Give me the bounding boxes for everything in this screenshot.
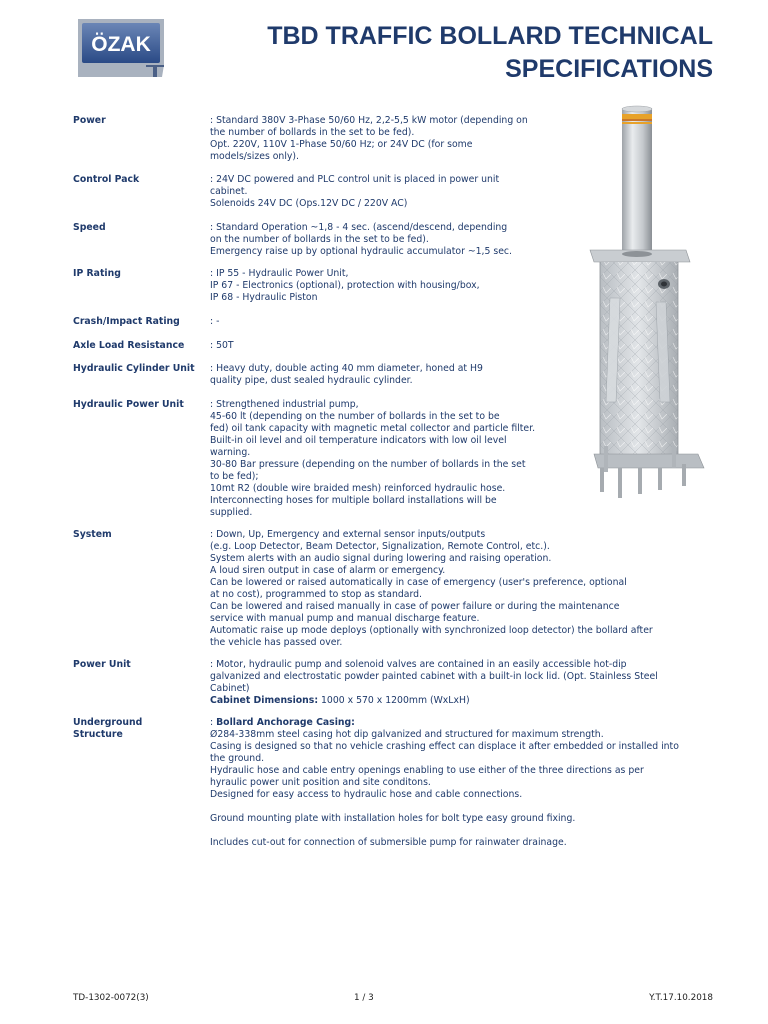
spec-line: : Down, Up, Emergency and external sensor inputs/outputs <box>210 529 486 540</box>
spec-line: the ground. <box>210 753 265 764</box>
spec-line: Emergency raise up by optional hydraulic accumulator ~1,5 sec. <box>210 246 513 257</box>
spec-line: (e.g. Loop Detector, Beam Detector, Signalization, Remote Control, etc.). <box>210 541 550 552</box>
spec-value <box>210 717 732 849</box>
spec-line: Solenoids 24V DC (Ops.12V DC / 220V AC) <box>210 198 408 209</box>
spec-line: Ground mounting plate with installation holes for bolt type easy ground fixing. <box>210 813 576 824</box>
spec-line: supplied. <box>210 507 253 518</box>
casing-heading <box>210 717 732 729</box>
title-line-1: TBD TRAFFIC BOLLARD TECHNICAL <box>267 22 713 50</box>
spec-label-line: Structure <box>73 729 123 740</box>
spec-line: 30-80 Bar pressure (depending on the number of bollards in the set <box>210 459 526 470</box>
spec-line: Ø284-338mm steel casing hot dip galvanized and structured for maximum strength. <box>210 729 604 740</box>
footer-doc-code: TD-1302-0072(3) <box>73 993 149 1003</box>
spec-line: Interconnecting hoses for multiple bollard installations will be <box>210 495 497 506</box>
casing-heading-prefix: : <box>210 717 217 728</box>
footer-page-number: 1 / 3 <box>354 993 374 1003</box>
spec-line: Casing is designed so that no vehicle crashing effect can displace it after embedded or installed into <box>210 741 679 752</box>
cabinet-dimensions <box>210 695 732 707</box>
spec-line: IP 68 - Hydraulic Piston <box>210 292 318 303</box>
spec-label: System <box>73 529 112 540</box>
spec-value <box>210 174 576 210</box>
cabinet-dimensions-label: Cabinet Dimensions: <box>210 695 319 706</box>
ozak-logo <box>72 17 170 79</box>
spec-label <box>73 717 209 741</box>
spec-line: hyraulic power unit position and site conditons. <box>210 777 431 788</box>
spec-value <box>210 222 576 258</box>
bollard-product-image <box>586 102 712 522</box>
spec-line: galvanized and electrostatic powder painted cabinet with a built-in lock lid. (Opt. Stainless Steel <box>210 671 658 682</box>
spec-line: A loud siren output in case of alarm or emergency. <box>210 565 446 576</box>
spec-line: on the number of bollards in the set to be fed). <box>210 234 429 245</box>
spec-label: Axle Load Resistance <box>73 340 185 351</box>
spec-label: Crash/Impact Rating <box>73 316 180 327</box>
spec-value <box>210 268 576 304</box>
spec-value: : 50T <box>210 340 234 351</box>
spec-value <box>210 115 576 163</box>
spec-line: System alerts with an audio signal during lowering and raising operation. <box>210 553 552 564</box>
spec-line: cabinet. <box>210 186 248 197</box>
footer-date: Y.T.17.10.2018 <box>649 993 713 1003</box>
page-title <box>193 20 713 86</box>
spec-line: Designed for easy access to hydraulic hose and cable connections. <box>210 789 523 800</box>
spec-value <box>210 399 576 519</box>
spec-label: Hydraulic Cylinder Unit <box>73 363 195 374</box>
cabinet-dimensions-value: 1000 x 570 x 1200mm (WxLxH) <box>318 695 470 706</box>
spec-label-line: Underground <box>73 717 143 728</box>
spec-line: Can be lowered and raised manually in case of power failure or during the maintenance <box>210 601 620 612</box>
title-line-2: SPECIFICATIONS <box>505 55 713 83</box>
spec-label: Power Unit <box>73 659 131 670</box>
spec-label: Power <box>73 115 106 126</box>
spec-line: Can be lowered or raised automatically in case of emergency (user's preference, optional <box>210 577 627 588</box>
spec-line: the number of bollards in the set to be fed). <box>210 127 415 138</box>
spec-line: Includes cut-out for connection of submersible pump for rainwater drainage. <box>210 837 567 848</box>
spec-line: IP 67 - Electronics (optional), protection with housing/box, <box>210 280 480 291</box>
spec-label: IP Rating <box>73 268 121 279</box>
spec-value: : - <box>210 316 220 327</box>
svg-text:ÖZAK: ÖZAK <box>91 33 151 56</box>
casing-heading-text: Bollard Anchorage Casing: <box>216 717 355 728</box>
spec-line: fed) oil tank capacity with magnetic metal collector and particle filter. <box>210 423 536 434</box>
spec-line: : Motor, hydraulic pump and solenoid valves are contained in an easily accessible hot-dip <box>210 659 627 670</box>
spec-line: : Strengthened industrial pump, <box>210 399 359 410</box>
spec-line: Opt. 220V, 110V 1-Phase 50/60 Hz; or 24V DC (for some <box>210 139 473 150</box>
spec-line: Built-in oil level and oil temperature indicators with low oil level <box>210 435 507 446</box>
spec-value <box>210 363 576 387</box>
spec-value <box>210 529 732 649</box>
spec-line: : Standard 380V 3-Phase 50/60 Hz, 2,2-5,5 kW motor (depending on <box>210 115 528 126</box>
spec-line: models/sizes only). <box>210 151 299 162</box>
spec-line: service with manual pump and manual discharge feature. <box>210 613 480 624</box>
spec-line: quality pipe, dust sealed hydraulic cylinder. <box>210 375 413 386</box>
spec-line: Hydraulic hose and cable entry openings enabling to use either of the three directions as per <box>210 765 644 776</box>
spec-line: to be fed); <box>210 471 259 482</box>
spec-label: Speed <box>73 222 106 233</box>
spec-line: : Standard Operation ~1,8 - 4 sec. (ascend/descend, depending <box>210 222 508 233</box>
spec-line: 45-60 lt (depending on the number of bollards in the set to be <box>210 411 500 422</box>
spec-line: Cabinet) <box>210 683 250 694</box>
spec-line: the vehicle has passed over. <box>210 637 343 648</box>
spec-line: : IP 55 - Hydraulic Power Unit, <box>210 268 349 279</box>
spec-line: : 24V DC powered and PLC control unit is placed in power unit <box>210 174 500 185</box>
spec-line: warning. <box>210 447 251 458</box>
spec-value <box>210 659 732 707</box>
spec-line: at no cost), programmed to stop as standard. <box>210 589 422 600</box>
spec-line: : Heavy duty, double acting 40 mm diameter, honed at H9 <box>210 363 483 374</box>
spec-label: Hydraulic Power Unit <box>73 399 184 410</box>
spec-line: Automatic raise up mode deploys (optionally with synchronized loop detector) the bollard after <box>210 625 653 636</box>
spec-label: Control Pack <box>73 174 140 185</box>
spec-line: 10mt R2 (double wire braided mesh) reinforced hydraulic hose. <box>210 483 506 494</box>
